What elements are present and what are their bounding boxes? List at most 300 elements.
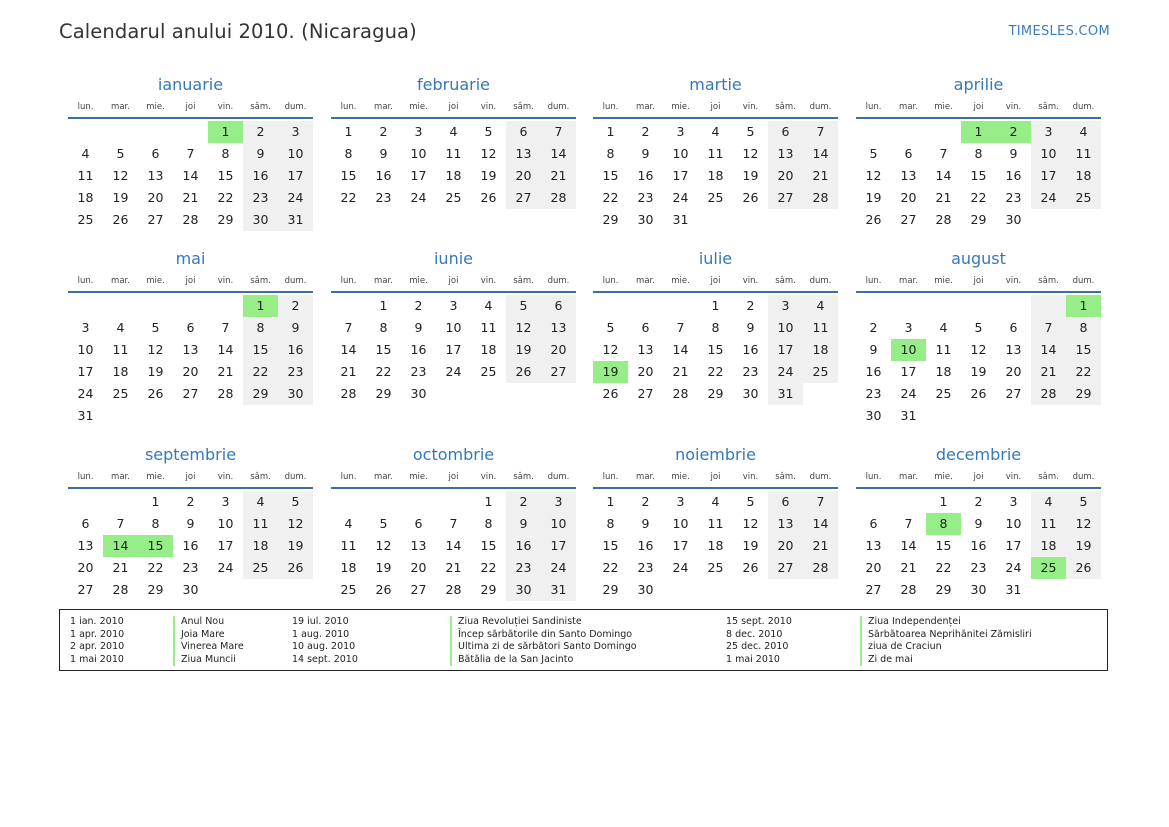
day-cell: 13 [410,538,427,553]
holiday-day-cell: 25 [1031,557,1066,579]
weekday-header [68,470,313,489]
day-cell: 2 [243,121,278,143]
day-cell: 13 [1005,342,1022,357]
weekday-label: mie. [671,102,690,112]
weekday-label: vin. [1005,276,1022,286]
day-cell: 8 [1066,317,1101,339]
day-cell: 24 [541,557,576,579]
empty-day-cell [173,295,208,317]
weekday-label: mar. [636,472,655,482]
weekday-label: mie. [409,472,428,482]
day-cell: 1 [606,494,615,509]
legend-holiday-name: Bătălia de la San Jacinto [450,654,637,667]
month-august [856,248,1101,427]
day-cell: 20 [182,364,199,379]
day-cell: 11 [707,516,724,531]
day-cell: 28 [1031,383,1066,405]
day-cell: 23 [375,190,392,205]
weekday-label: dum. [809,102,832,112]
day-cell: 5 [151,320,160,335]
holiday-day-cell: 1 [961,121,996,143]
day-cell: 10 [445,320,462,335]
day-cell: 31 [900,408,917,423]
day-cell: 13 [768,143,803,165]
weekday-label: sâm. [250,472,271,482]
holiday-day-cell: 1 [208,121,243,143]
empty-day-cell [856,491,891,513]
day-grid [68,121,313,231]
day-cell: 15 [217,168,234,183]
day-cell: 28 [182,212,199,227]
day-cell: 9 [641,516,650,531]
legend-holiday-name: Sărbătoarea Neprihănitei Zămisliri [860,629,1032,642]
day-cell: 2 [869,320,878,335]
day-grid [331,295,576,405]
weekday-label: mie. [409,102,428,112]
month-iunie [331,248,576,405]
day-cell: 27 [506,187,541,209]
day-cell: 4 [1066,121,1101,143]
day-cell: 1 [711,298,720,313]
day-cell: 25 [77,212,94,227]
empty-day-cell [436,491,471,513]
weekday-label: lun. [602,102,619,112]
day-cell: 9 [1009,146,1018,161]
holiday-day-cell: 2 [996,121,1031,143]
day-cell: 4 [1031,491,1066,513]
day-cell: 20 [768,165,803,187]
day-cell: 13 [506,143,541,165]
day-cell: 9 [506,513,541,535]
day-cell: 18 [480,342,497,357]
day-cell: 7 [186,146,195,161]
day-cell: 19 [147,364,164,379]
weekday-label: joi [973,102,984,112]
weekday-label: mie. [409,276,428,286]
day-cell: 17 [900,364,917,379]
day-cell: 20 [865,560,882,575]
weekday-label: mie. [146,472,165,482]
day-cell: 29 [147,582,164,597]
day-cell: 26 [742,560,759,575]
day-grid [856,491,1101,601]
weekday-label: joi [710,276,721,286]
day-cell: 16 [970,538,987,553]
day-cell: 1 [939,494,948,509]
day-cell: 14 [1031,339,1066,361]
day-cell: 11 [445,146,462,161]
legend-names-col-2 [450,616,637,666]
day-cell: 13 [182,342,199,357]
weekday-label: mie. [934,472,953,482]
day-cell: 14 [672,342,689,357]
day-cell: 10 [217,516,234,531]
day-cell: 19 [742,538,759,553]
day-cell: 19 [375,560,392,575]
legend-date: 1 mai 2010 [70,653,124,665]
day-cell: 8 [484,516,493,531]
day-cell: 18 [112,364,129,379]
day-cell: 16 [865,364,882,379]
day-cell: 12 [147,342,164,357]
day-cell: 27 [147,212,164,227]
day-cell: 28 [340,386,357,401]
weekday-label: vin. [1005,102,1022,112]
weekday-label: dum. [809,472,832,482]
day-cell: 28 [445,582,462,597]
empty-day-cell [926,295,961,317]
day-cell: 18 [803,339,838,361]
day-cell: 11 [1066,143,1101,165]
day-cell: 5 [974,320,983,335]
day-cell: 8 [606,146,615,161]
day-cell: 25 [340,582,357,597]
weekday-label: sâm. [1038,472,1059,482]
month-martie [593,74,838,231]
day-cell: 12 [970,342,987,357]
day-grid [331,491,576,601]
day-cell: 10 [278,143,313,165]
day-cell: 27 [410,582,427,597]
day-cell: 26 [742,190,759,205]
day-cell: 26 [112,212,129,227]
weekday-label: vin. [217,102,234,112]
day-cell: 24 [410,190,427,205]
weekday-label: sâm. [1038,276,1059,286]
day-cell: 23 [410,364,427,379]
weekday-header [593,274,838,293]
day-cell: 3 [904,320,913,335]
weekday-label: mar. [636,276,655,286]
day-cell: 26 [865,212,882,227]
weekday-label: dum. [1072,276,1095,286]
weekday-header [331,100,576,119]
weekday-header [856,470,1101,489]
day-cell: 26 [278,557,313,579]
day-cell: 23 [637,190,654,205]
day-cell: 15 [375,342,392,357]
legend-date: 2 apr. 2010 [70,641,125,653]
day-cell: 18 [707,168,724,183]
day-cell: 30 [742,386,759,401]
day-cell: 25 [243,557,278,579]
day-cell: 13 [147,168,164,183]
day-cell: 10 [1031,143,1066,165]
day-cell: 20 [768,535,803,557]
weekday-label: vin. [217,276,234,286]
day-cell: 3 [768,295,803,317]
day-cell: 2 [186,494,195,509]
weekday-label: dum. [284,102,307,112]
day-cell: 3 [414,124,423,139]
day-cell: 4 [81,146,90,161]
day-cell: 5 [506,295,541,317]
day-cell: 30 [278,383,313,405]
day-cell: 16 [410,342,427,357]
weekday-label: dum. [284,472,307,482]
day-cell: 26 [970,386,987,401]
day-cell: 11 [77,168,94,183]
day-grid [68,295,313,427]
day-cell: 8 [974,146,983,161]
empty-day-cell [68,491,103,513]
day-cell: 7 [116,516,125,531]
day-cell: 21 [340,364,357,379]
day-cell: 21 [112,560,129,575]
day-cell: 6 [768,121,803,143]
day-cell: 3 [1009,494,1018,509]
empty-day-cell [68,295,103,317]
day-cell: 2 [641,124,650,139]
legend-holiday-name: Vinerea Mare [173,641,244,654]
day-cell: 12 [742,146,759,161]
weekday-label: mie. [146,102,165,112]
day-cell: 11 [803,317,838,339]
weekday-label: vin. [1005,472,1022,482]
weekday-label: joi [448,276,459,286]
day-cell: 13 [77,538,94,553]
day-cell: 12 [480,146,497,161]
day-cell: 25 [935,386,952,401]
day-cell: 25 [480,364,497,379]
day-cell: 3 [449,298,458,313]
weekday-label: joi [448,102,459,112]
holiday-day-cell: 1 [243,295,278,317]
brand-link[interactable]: TIMESLES.COM [1008,24,1110,39]
day-cell: 28 [900,582,917,597]
day-grid [331,121,576,209]
day-cell: 11 [935,342,952,357]
day-cell: 7 [1031,317,1066,339]
day-cell: 27 [541,361,576,383]
day-cell: 15 [970,168,987,183]
weekday-label: lun. [340,472,357,482]
day-cell: 24 [672,190,689,205]
legend-holiday-name: Ziua Muncii [173,654,244,667]
weekday-label: mar. [374,276,393,286]
weekday-label: dum. [809,276,832,286]
empty-day-cell [173,121,208,143]
day-cell: 4 [344,516,353,531]
day-cell: 19 [742,168,759,183]
weekday-label: lun. [865,102,882,112]
day-cell: 21 [1031,361,1066,383]
day-cell: 21 [182,190,199,205]
empty-day-cell [331,295,366,317]
day-cell: 22 [147,560,164,575]
day-cell: 22 [602,190,619,205]
empty-day-cell [996,295,1031,317]
day-cell: 14 [803,513,838,535]
weekday-label: dum. [1072,472,1095,482]
weekday-label: joi [185,276,196,286]
weekday-label: sâm. [513,102,534,112]
page-title: Calendarul anului 2010. (Nicaragua) [59,20,417,43]
day-cell: 27 [1005,386,1022,401]
day-cell: 27 [768,557,803,579]
day-cell: 16 [375,168,392,183]
weekday-label: mar. [374,472,393,482]
day-cell: 6 [81,516,90,531]
day-cell: 9 [379,146,388,161]
weekday-label: dum. [284,276,307,286]
day-cell: 17 [410,168,427,183]
day-cell: 28 [112,582,129,597]
day-cell: 7 [676,320,685,335]
day-cell: 3 [221,494,230,509]
weekday-label: mar. [111,102,130,112]
day-cell: 21 [935,190,952,205]
day-cell: 13 [637,342,654,357]
day-cell: 3 [676,124,685,139]
empty-day-cell [856,295,891,317]
day-cell: 5 [746,124,755,139]
day-cell: 6 [506,121,541,143]
weekday-label: sâm. [513,472,534,482]
day-cell: 10 [77,342,94,357]
day-cell: 30 [637,582,654,597]
day-cell: 12 [602,342,619,357]
weekday-label: mie. [146,276,165,286]
weekday-header [68,274,313,293]
day-cell: 21 [803,535,838,557]
weekday-label: vin. [742,472,759,482]
day-cell: 30 [1005,212,1022,227]
day-cell: 28 [541,187,576,209]
day-cell: 18 [707,538,724,553]
day-cell: 17 [541,535,576,557]
month-name: octombrie [412,445,495,464]
legend-date: 1 apr. 2010 [70,628,125,640]
day-cell: 5 [278,491,313,513]
day-cell: 23 [506,557,541,579]
day-cell: 26 [480,190,497,205]
day-cell: 7 [939,146,948,161]
weekday-label: sâm. [513,276,534,286]
weekday-header [68,100,313,119]
day-cell: 17 [217,538,234,553]
holiday-day-cell: 19 [593,361,628,383]
holiday-day-cell: 1 [1066,295,1101,317]
day-cell: 15 [602,538,619,553]
empty-day-cell [891,295,926,317]
month-februarie [331,74,576,209]
empty-day-cell [103,491,138,513]
day-cell: 15 [707,342,724,357]
day-cell: 8 [221,146,230,161]
weekday-label: lun. [865,472,882,482]
day-cell: 16 [506,535,541,557]
day-cell: 31 [672,212,689,227]
day-cell: 24 [77,386,94,401]
weekday-label: dum. [547,276,570,286]
day-cell: 31 [768,383,803,405]
day-cell: 15 [340,168,357,183]
day-cell: 2 [974,494,983,509]
day-cell: 14 [182,168,199,183]
day-cell: 15 [935,538,952,553]
month-octombrie [331,444,576,601]
day-cell: 19 [278,535,313,557]
month-name: februarie [416,75,491,94]
day-cell: 17 [768,339,803,361]
day-cell: 19 [1066,535,1101,557]
empty-day-cell [103,295,138,317]
day-cell: 6 [641,320,650,335]
month-decembrie [856,444,1101,601]
month-aprilie [856,74,1101,231]
day-cell: 17 [1031,165,1066,187]
month-name: noiembrie [675,445,756,464]
day-cell: 7 [344,320,353,335]
day-cell: 29 [602,212,619,227]
day-cell: 31 [77,408,94,423]
day-cell: 18 [1066,165,1101,187]
day-grid [856,121,1101,231]
day-cell: 23 [243,187,278,209]
day-cell: 29 [707,386,724,401]
day-cell: 10 [541,513,576,535]
day-cell: 10 [672,516,689,531]
day-cell: 31 [278,209,313,231]
day-cell: 23 [278,361,313,383]
day-cell: 1 [606,124,615,139]
day-cell: 14 [445,538,462,553]
day-cell: 4 [484,298,493,313]
day-cell: 27 [768,187,803,209]
empty-day-cell [891,491,926,513]
day-cell: 1 [379,298,388,313]
day-cell: 6 [151,146,160,161]
day-cell: 23 [637,560,654,575]
legend-date: 8 dec. 2010 [726,628,783,640]
legend-dates-col-1 [70,616,124,666]
legend-holiday-name: ziua de Craciun [860,641,1032,654]
day-cell: 9 [641,146,650,161]
legend-date: 10 aug. 2010 [292,641,356,653]
weekday-label: sâm. [775,102,796,112]
day-cell: 30 [865,408,882,423]
month-noiembrie [593,444,838,601]
day-cell: 21 [900,560,917,575]
holiday-day-cell: 8 [926,513,961,535]
day-cell: 14 [217,342,234,357]
month-name: iulie [698,249,733,268]
day-cell: 13 [865,538,882,553]
day-cell: 21 [803,165,838,187]
month-iulie [593,248,838,405]
day-cell: 21 [217,364,234,379]
legend-holiday-name: Ziua Revoluției Sandiniste [450,616,637,629]
day-cell: 14 [900,538,917,553]
legend-date: 1 mai 2010 [726,653,780,665]
weekday-label: sâm. [250,276,271,286]
day-cell: 8 [379,320,388,335]
weekday-label: mar. [899,102,918,112]
empty-day-cell [891,121,926,143]
day-cell: 6 [186,320,195,335]
day-cell: 6 [1009,320,1018,335]
day-cell: 22 [1066,361,1101,383]
day-cell: 12 [865,168,882,183]
day-cell: 27 [637,386,654,401]
day-cell: 16 [278,339,313,361]
day-cell: 20 [1005,364,1022,379]
day-cell: 1 [344,124,353,139]
day-cell: 16 [637,168,654,183]
day-cell: 9 [278,317,313,339]
day-cell: 29 [935,582,952,597]
